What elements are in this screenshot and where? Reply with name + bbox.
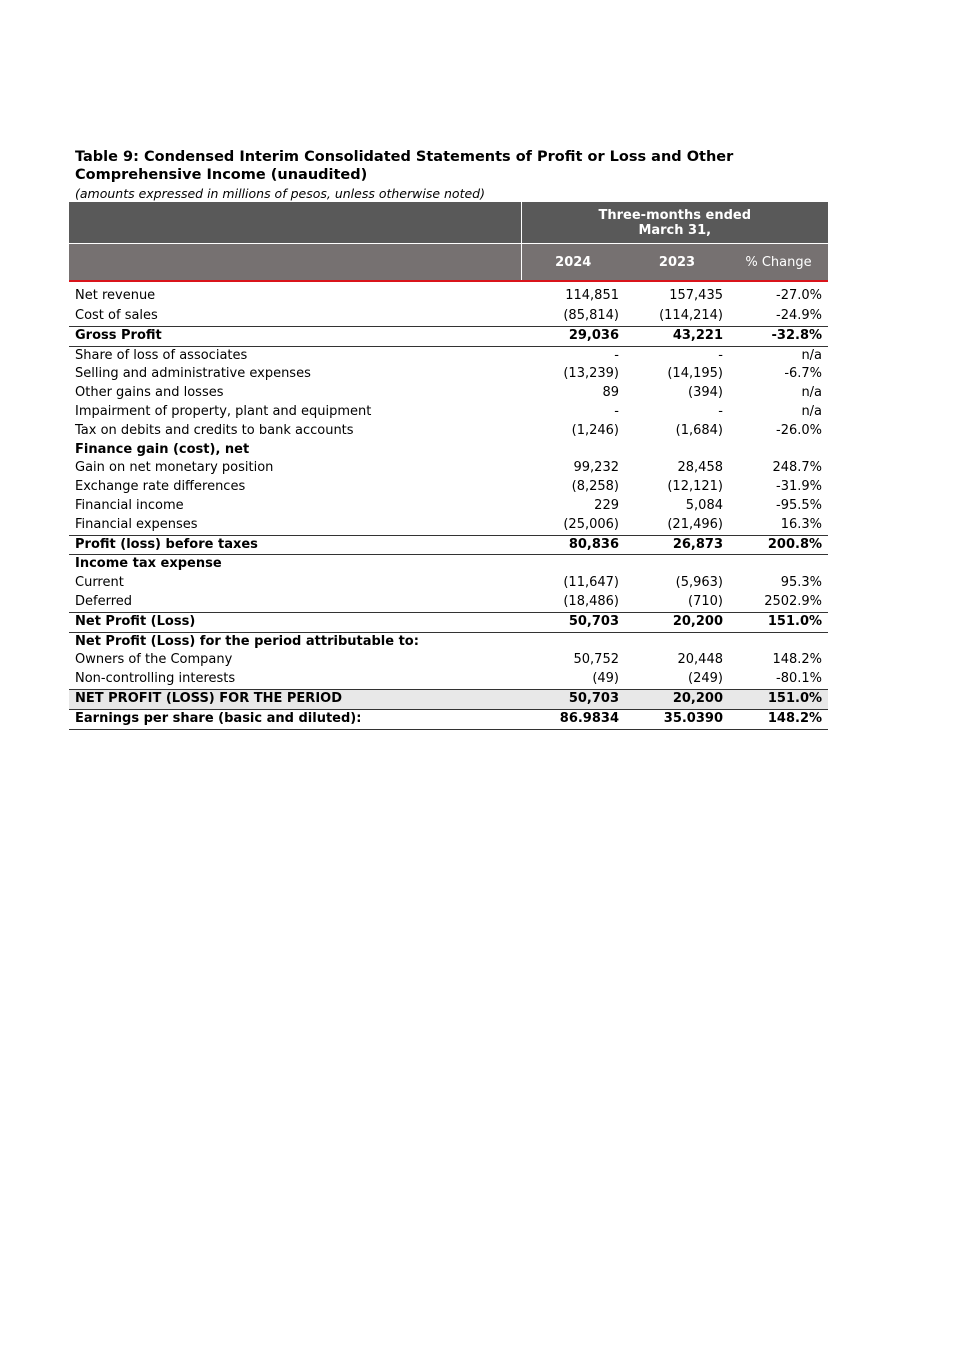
value-change: 148.2% bbox=[729, 709, 828, 729]
row-label: Profit (loss) before taxes bbox=[69, 535, 521, 555]
row-label: Other gains and losses bbox=[75, 385, 224, 401]
value-2023: 20,200 bbox=[625, 612, 729, 632]
value-2023: 20,448 bbox=[677, 652, 723, 668]
value-2024: 114,851 bbox=[565, 288, 619, 303]
value-2023: 157,435 bbox=[669, 288, 723, 303]
table-row-section-header bbox=[69, 555, 828, 574]
row-label: Financial income bbox=[75, 497, 184, 513]
row-label: Current bbox=[75, 575, 124, 591]
value-2024: (18,486) bbox=[563, 593, 619, 609]
value-2023: - bbox=[718, 347, 723, 363]
income-statement-table bbox=[69, 202, 828, 730]
value-2024: 29,036 bbox=[521, 326, 625, 346]
value-2023: (710) bbox=[688, 593, 723, 609]
value-change bbox=[729, 441, 828, 460]
value-change: 200.8% bbox=[729, 535, 828, 555]
value-2023: (5,963) bbox=[675, 575, 723, 591]
row-label: Selling and administrative expenses bbox=[75, 366, 311, 382]
row-label: Cost of sales bbox=[75, 308, 158, 323]
table-row-subtotal bbox=[69, 326, 828, 346]
value-2023: 5,084 bbox=[685, 497, 723, 513]
value-2024: 229 bbox=[594, 497, 619, 513]
value-change: -27.0% bbox=[776, 288, 823, 303]
value-2023: (21,496) bbox=[667, 516, 723, 532]
table-row bbox=[69, 516, 828, 535]
table-row-section-header bbox=[69, 632, 828, 651]
value-change: n/a bbox=[801, 385, 823, 401]
value-2023: 43,221 bbox=[625, 326, 729, 346]
value-2024: (11,647) bbox=[563, 575, 619, 591]
header-blank-cell bbox=[69, 202, 521, 244]
header-period-group bbox=[521, 202, 828, 244]
table-title: Table 9: Condensed Interim Consolidated Statements of Profit or Loss and Other Comprehensive Income (unaudited) bbox=[75, 149, 734, 183]
row-label: Earnings per share (basic and diluted): bbox=[69, 709, 521, 729]
table-row bbox=[69, 651, 828, 670]
table-row bbox=[69, 346, 828, 365]
row-label: Finance gain (cost), net bbox=[75, 441, 250, 457]
value-2023: 28,458 bbox=[677, 460, 723, 476]
header-col-2024: 2024 bbox=[521, 244, 625, 282]
row-label: Net revenue bbox=[75, 288, 156, 303]
row-label: Gain on net monetary position bbox=[75, 460, 274, 476]
value-2024: - bbox=[614, 403, 619, 419]
value-2023: 26,873 bbox=[625, 535, 729, 555]
value-change bbox=[729, 632, 828, 651]
value-2023: 35.0390 bbox=[625, 709, 729, 729]
value-2023: 20,200 bbox=[625, 689, 729, 709]
value-change: 151.0% bbox=[729, 689, 828, 709]
row-label: Impairment of property, plant and equipment bbox=[75, 403, 372, 419]
row-label: Tax on debits and credits to bank accounts bbox=[75, 422, 354, 438]
value-2024: (1,246) bbox=[571, 422, 619, 438]
table-row-subtotal bbox=[69, 535, 828, 555]
value-change: -95.5% bbox=[776, 497, 823, 513]
value-2024: 99,232 bbox=[573, 460, 619, 476]
header-col-2023: 2023 bbox=[625, 244, 729, 282]
value-2024: (8,258) bbox=[571, 479, 619, 495]
header-col-change: % Change bbox=[729, 244, 828, 282]
header-group-line1: Three-months ended bbox=[598, 207, 752, 223]
value-2024: (85,814) bbox=[563, 308, 619, 323]
table-row bbox=[69, 365, 828, 384]
row-label: Deferred bbox=[75, 593, 133, 609]
value-change: -32.8% bbox=[729, 326, 828, 346]
value-2024 bbox=[521, 632, 625, 651]
table-row-total bbox=[69, 689, 828, 709]
value-2024: - bbox=[614, 347, 619, 363]
value-change: 148.2% bbox=[772, 652, 823, 668]
row-label: Exchange rate differences bbox=[75, 479, 246, 495]
row-label: Owners of the Company bbox=[75, 652, 233, 668]
value-2024: 50,703 bbox=[521, 689, 625, 709]
value-change: 95.3% bbox=[780, 575, 823, 591]
value-2024: (13,239) bbox=[563, 366, 619, 382]
table-row bbox=[69, 497, 828, 516]
value-change: 151.0% bbox=[729, 612, 828, 632]
income-statement-table-container bbox=[69, 202, 828, 730]
row-label: Financial expenses bbox=[75, 516, 198, 532]
value-2023 bbox=[625, 632, 729, 651]
value-2023: (1,684) bbox=[675, 422, 723, 438]
row-label: Share of loss of associates bbox=[75, 347, 248, 363]
value-change: -26.0% bbox=[776, 422, 823, 438]
table-row bbox=[69, 574, 828, 593]
row-label: Net Profit (Loss) for the period attributable to: bbox=[75, 633, 419, 649]
value-2023 bbox=[625, 555, 729, 574]
table-row-subtotal bbox=[69, 612, 828, 632]
value-2023 bbox=[625, 441, 729, 460]
table-subtitle: (amounts expressed in millions of pesos, unless otherwise noted) bbox=[75, 186, 485, 201]
row-label: Income tax expense bbox=[75, 556, 222, 572]
header-columns-row bbox=[69, 244, 828, 282]
header-group-line2: March 31, bbox=[638, 222, 712, 238]
header-label-cell bbox=[69, 244, 521, 282]
row-label: Non-controlling interests bbox=[75, 671, 236, 687]
value-change: n/a bbox=[801, 403, 823, 419]
value-2024: 50,703 bbox=[521, 612, 625, 632]
row-label: Net Profit (Loss) bbox=[69, 612, 521, 632]
table-row-eps bbox=[69, 709, 828, 729]
value-2024 bbox=[521, 555, 625, 574]
value-2023: (14,195) bbox=[667, 366, 723, 382]
value-change: -80.1% bbox=[776, 671, 823, 687]
value-2023: - bbox=[718, 403, 723, 419]
value-2023: (12,121) bbox=[667, 479, 723, 495]
table-row bbox=[69, 459, 828, 478]
table-row bbox=[69, 285, 828, 307]
value-2023: (394) bbox=[688, 385, 723, 401]
value-change: -6.7% bbox=[784, 366, 823, 382]
table-row bbox=[69, 422, 828, 441]
value-change: -24.9% bbox=[776, 308, 823, 323]
table-row bbox=[69, 593, 828, 612]
table-row bbox=[69, 478, 828, 497]
value-2024: 86.9834 bbox=[521, 709, 625, 729]
row-label: Gross Profit bbox=[69, 326, 521, 346]
table-row bbox=[69, 403, 828, 422]
value-change: -31.9% bbox=[776, 479, 823, 495]
value-2024: 50,752 bbox=[573, 652, 619, 668]
value-2024: 80,836 bbox=[521, 535, 625, 555]
value-2024: 89 bbox=[602, 385, 619, 401]
value-2024 bbox=[521, 441, 625, 460]
table-row bbox=[69, 307, 828, 326]
value-change bbox=[729, 555, 828, 574]
value-change: 16.3% bbox=[780, 516, 823, 532]
value-change: n/a bbox=[801, 347, 823, 363]
value-2023: (249) bbox=[688, 671, 723, 687]
table-row bbox=[69, 384, 828, 403]
value-2024: (49) bbox=[592, 671, 619, 687]
value-change: 248.7% bbox=[772, 460, 823, 476]
table-row-section-header bbox=[69, 441, 828, 460]
row-label: NET PROFIT (LOSS) FOR THE PERIOD bbox=[69, 689, 521, 709]
table-row bbox=[69, 670, 828, 689]
value-2024: (25,006) bbox=[563, 516, 619, 532]
value-2023: (114,214) bbox=[659, 308, 723, 323]
value-change: 2502.9% bbox=[764, 593, 823, 609]
header-group-row bbox=[69, 202, 828, 244]
